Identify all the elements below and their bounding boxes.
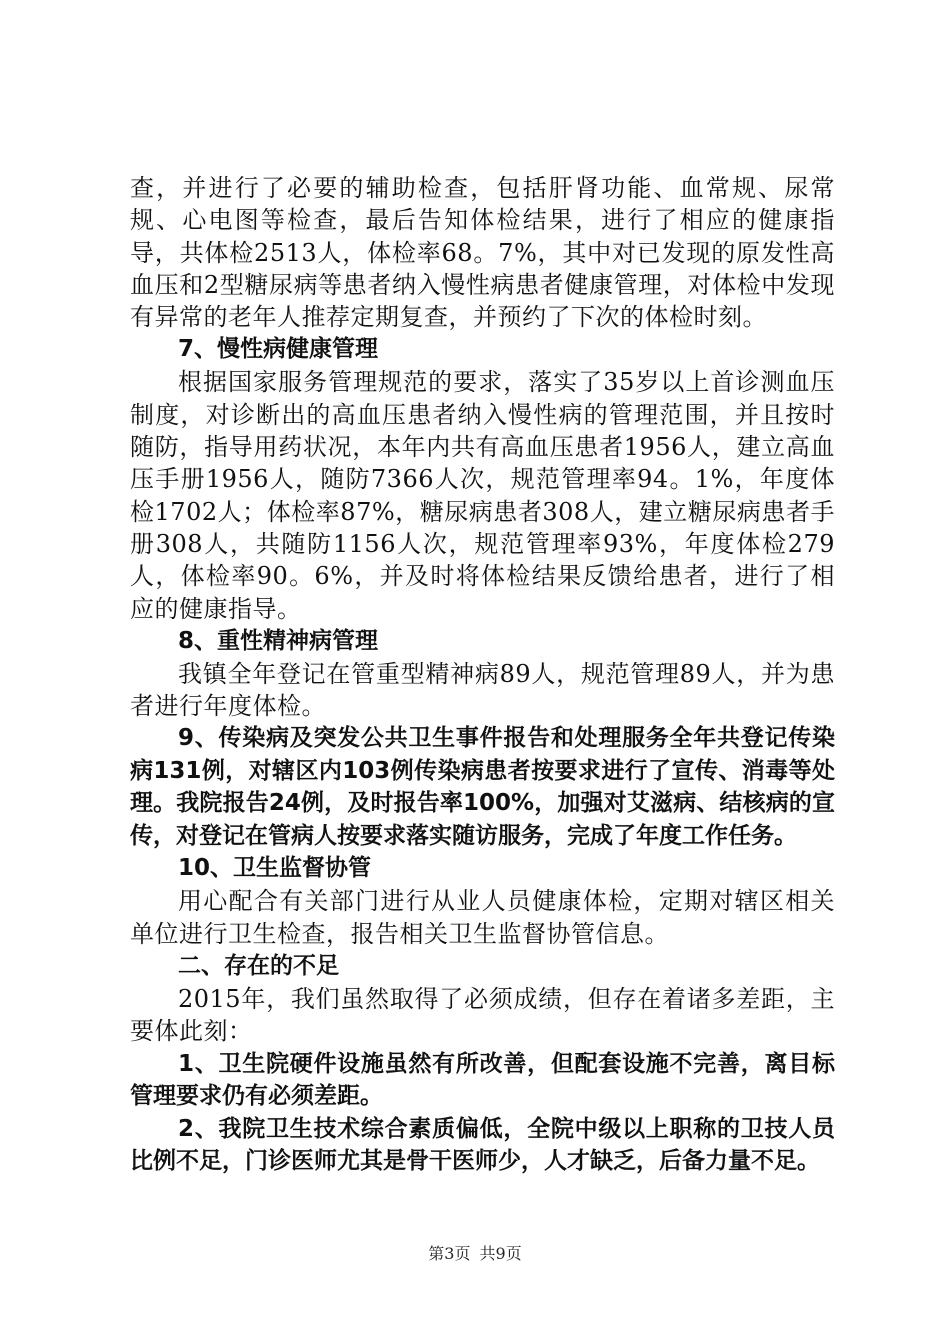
heading-chronic-disease: 7、慢性病健康管理 — [178, 336, 379, 363]
page-total: 共9页 — [479, 1244, 522, 1263]
heading-shortcomings: 二、存在的不足 — [178, 953, 339, 980]
document-body — [130, 172, 835, 1178]
heading-health-supervision: 10、卫生监督协管 — [178, 855, 372, 882]
paragraph-infectious-disease: 9、传染病及突发公共卫生事件报告和处理服务全年共登记传染病131例，对辖区内103例传染病患者按要求进行了宣传、消毒等处理。我院报告24例，及时报告率100%，加强对艾滋病、结核病的宣传，对登记在管病人按要求落实随访服务，完成了年度工作任务。 — [130, 725, 835, 849]
heading-mental-illness: 8、重性精神病管理 — [178, 627, 379, 654]
paragraph-shortcomings-intro: 2015年，我们虽然取得了必须成绩，但存在着诸多差距，主要体此刻： — [130, 985, 835, 1046]
paragraph-health-supervision: 用心配合有关部门进行从业人员健康体检，定期对辖区相关单位进行卫生检查，报告相关卫生监督协管信息。 — [130, 887, 835, 948]
page-number: 第3页 — [428, 1244, 471, 1263]
paragraph-shortcoming-staff: 2、我院卫生技术综合素质偏低，全院中级以上职称的卫技人员比例不足，门诊医师尤其是骨干医师少，人才缺乏，后备力量不足。 — [130, 1115, 835, 1175]
paragraph-shortcoming-facilities: 1、卫生院硬件设施虽然有所改善，但配套设施不完善，离目标管理要求仍有必须差距。 — [130, 1050, 835, 1110]
paragraph-chronic-disease: 根据国家服务管理规范的要求，落实了35岁以上首诊测血压制度，对诊断出的高血压患者纳入慢性病的管理范围，并且按时随防，指导用药状况，本年内共有高血压患者1956人，建立高血压手册1956人，随防7366人次，规范管理率94。1%，年度体检1702人；体检率87%，糖尿病患者308人，建立糖尿病患者手册308人，共随防1156人次，规范管理率93%，年度体检279人，体检率90。6%，并及时将体检结果反馈给患者，进行了相应的健康指导。 — [130, 368, 835, 623]
paragraph-physical-exam-continued: 查，并进行了必要的辅助检查，包括肝肾功能、血常规、尿常规、心电图等检查，最后告知体检结果，进行了相应的健康指导，共体检2513人，体检率68。7%，其中对已发现的原发性高血压和2型糖尿病等患者纳入慢性病患者健康管理，对体检中发现有异常的老年人推荐定期复查，并预约了下次的体检时刻。 — [130, 174, 835, 332]
page-footer — [0, 1241, 950, 1264]
paragraph-mental-illness: 我镇全年登记在管重型精神病89人，规范管理89人，并为患者进行年度体检。 — [130, 659, 835, 721]
